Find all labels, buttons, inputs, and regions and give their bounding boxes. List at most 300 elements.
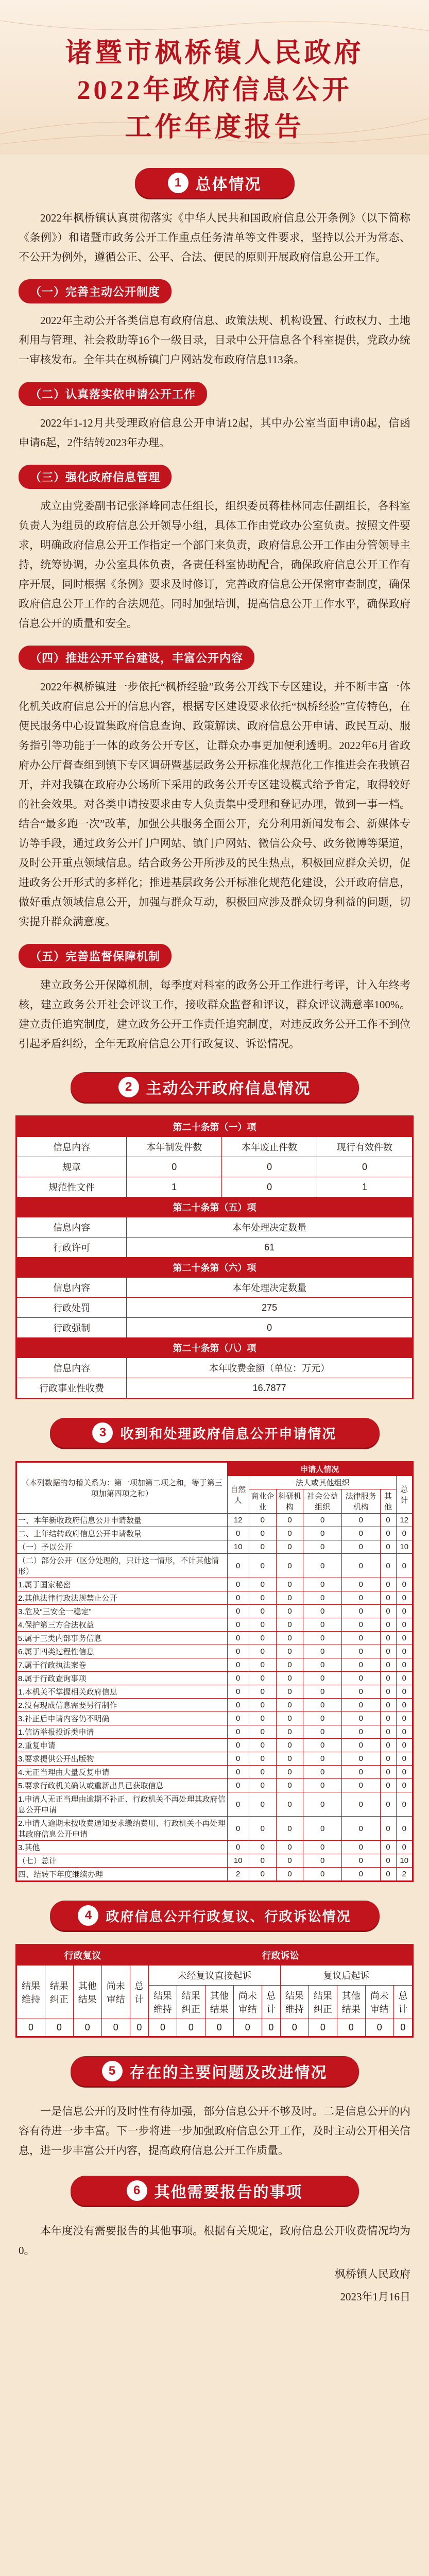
application-row xyxy=(17,1554,413,1578)
application-cell: 0 xyxy=(342,1712,381,1725)
application-cell: 0 xyxy=(249,1868,276,1881)
review-header: 行政复议 xyxy=(17,1945,149,1965)
block-1-r0-c2: 0 xyxy=(222,1157,317,1177)
review-value-cell: 0 xyxy=(280,2019,308,2037)
application-row xyxy=(17,1685,413,1699)
application-cell: 0 xyxy=(249,1605,276,1618)
application-cell: 0 xyxy=(227,1712,249,1725)
block-4-title: 第二十条第（八）项 xyxy=(17,1338,413,1358)
application-cell: 0 xyxy=(276,1712,303,1725)
section-6-text: 本年度没有需要报告的其他事项。根据有关规定，政府信息公开收费情况均为0。 xyxy=(19,2225,410,2257)
legal-sub-3: 法律服务机构 xyxy=(342,1489,381,1514)
application-row xyxy=(17,1841,413,1854)
block-3-head-1: 本年处理决定数量 xyxy=(127,1278,413,1298)
application-row xyxy=(17,1766,413,1779)
section-4-badge xyxy=(50,1901,380,1930)
direct-col-2: 其他结果 xyxy=(205,1986,233,2019)
application-cell: 0 xyxy=(380,1685,396,1699)
application-cell: 0 xyxy=(276,1527,303,1540)
application-cell: 0 xyxy=(227,1591,249,1605)
sub-5-label: （五）完善监督保障机制 xyxy=(19,944,171,968)
after-header: 复议后起诉 xyxy=(280,1965,412,1986)
application-cell: 10 xyxy=(396,1854,412,1868)
legal-sub-0: 商业企业 xyxy=(249,1489,276,1514)
section-5-title: 存在的主要问题及改进情况 xyxy=(129,2064,328,2081)
application-row xyxy=(17,1739,413,1752)
application-cell: 0 xyxy=(227,1527,249,1540)
application-cell: 0 xyxy=(342,1766,381,1779)
application-row-label: 4.无正当理由大量反复申请 xyxy=(17,1766,228,1779)
application-cell: 2 xyxy=(227,1868,249,1881)
legal-sub-2: 社会公益组织 xyxy=(303,1489,342,1514)
application-cell: 0 xyxy=(227,1645,249,1658)
application-cell: 2 xyxy=(396,1868,412,1881)
application-cell: 0 xyxy=(396,1618,412,1632)
application-cell: 0 xyxy=(380,1779,396,1792)
legal-header: 法人或其他组织 xyxy=(249,1476,396,1489)
application-cell: 0 xyxy=(342,1632,381,1645)
application-cell: 0 xyxy=(396,1817,412,1841)
legal-sub-4: 其他 xyxy=(380,1489,396,1514)
review-value-cell: 0 xyxy=(45,2019,73,2037)
active-disclosure-table xyxy=(15,1115,414,1399)
application-row xyxy=(17,1658,413,1672)
application-cell: 0 xyxy=(227,1618,249,1632)
total-header: 总计 xyxy=(396,1476,412,1514)
application-cell: 0 xyxy=(342,1817,381,1841)
application-cell: 0 xyxy=(249,1658,276,1672)
application-cell: 0 xyxy=(276,1792,303,1817)
application-cell: 0 xyxy=(342,1685,381,1699)
application-cell: 0 xyxy=(342,1699,381,1712)
application-cell: 0 xyxy=(227,1554,249,1578)
application-cell: 0 xyxy=(303,1605,342,1618)
application-cell: 0 xyxy=(249,1645,276,1658)
application-cell: 0 xyxy=(303,1854,342,1868)
application-cell: 0 xyxy=(380,1540,396,1554)
application-cell: 0 xyxy=(303,1766,342,1779)
application-cell: 0 xyxy=(249,1685,276,1699)
application-cell: 0 xyxy=(342,1578,381,1591)
application-cell: 0 xyxy=(396,1591,412,1605)
application-row-label: （七）总计 xyxy=(17,1854,228,1868)
application-cell: 0 xyxy=(303,1868,342,1881)
section-6-badge xyxy=(71,2176,359,2206)
application-cell: 0 xyxy=(380,1591,396,1605)
application-cell: 0 xyxy=(303,1725,342,1739)
application-row xyxy=(17,1514,413,1527)
sign-date: 2023年1月16日 xyxy=(340,2291,410,2303)
sub-2-label: （二）认真落实依申请公开工作 xyxy=(19,382,207,406)
application-cell: 0 xyxy=(249,1792,276,1817)
review-col-0: 结果维持 xyxy=(17,1965,45,2019)
application-cell: 0 xyxy=(380,1817,396,1841)
application-cell: 12 xyxy=(396,1514,412,1527)
application-cell: 0 xyxy=(249,1752,276,1766)
application-cell: 0 xyxy=(396,1712,412,1725)
after-col-1: 结果纠正 xyxy=(308,1986,337,2019)
review-col-2: 其他结果 xyxy=(73,1965,101,2019)
corner-note: （本列数据的勾稽关系为：第一项加第二项之和，等于第三项加第四项之和） xyxy=(17,1463,228,1514)
application-cell: 0 xyxy=(396,1658,412,1672)
direct-col-0: 结果维持 xyxy=(148,1986,177,2019)
application-cell: 0 xyxy=(276,1618,303,1632)
review-value-cell: 0 xyxy=(308,2019,337,2037)
application-cell: 0 xyxy=(342,1752,381,1766)
application-cell: 0 xyxy=(249,1712,276,1725)
application-cell: 0 xyxy=(380,1554,396,1578)
application-row-label: 3.要求提供公开出版物 xyxy=(17,1752,228,1766)
application-cell: 0 xyxy=(380,1632,396,1645)
report-title-line-2: 2022年政府信息公开 xyxy=(77,76,352,105)
application-cell: 0 xyxy=(276,1868,303,1881)
application-cell: 0 xyxy=(396,1645,412,1658)
section-2-title: 主动公开政府信息情况 xyxy=(146,1080,311,1097)
application-row-label: 3.危及“三安全一稳定” xyxy=(17,1605,228,1618)
application-cell: 0 xyxy=(342,1618,381,1632)
application-cell: 0 xyxy=(380,1712,396,1725)
application-cell: 0 xyxy=(380,1766,396,1779)
review-value-cell: 0 xyxy=(393,2019,412,2037)
application-row xyxy=(17,1645,413,1658)
review-value-cell: 0 xyxy=(262,2019,280,2037)
review-value-cell: 0 xyxy=(73,2019,101,2037)
block-4-head-0: 信息内容 xyxy=(17,1358,127,1378)
application-cell: 0 xyxy=(396,1766,412,1779)
review-litigation-table xyxy=(15,1944,414,2038)
application-cell: 0 xyxy=(303,1792,342,1817)
application-row xyxy=(17,1618,413,1632)
block-3-r0-c1: 275 xyxy=(127,1298,413,1318)
application-row-label: 1.信访举报投诉类申请 xyxy=(17,1725,228,1739)
block-1-head-3: 现行有效件数 xyxy=(317,1137,413,1157)
application-cell: 0 xyxy=(249,1527,276,1540)
application-row xyxy=(17,1699,413,1712)
section-5-number: 5 xyxy=(102,2061,123,2081)
report-title-line-3: 工作年度报告 xyxy=(125,113,304,142)
application-cell: 0 xyxy=(396,1685,412,1699)
section-6-number: 6 xyxy=(127,2180,147,2201)
section-1-number: 1 xyxy=(168,173,188,193)
application-cell: 0 xyxy=(276,1817,303,1841)
section-1-intro: 2022年枫桥镇认真贯彻落实《中华人民共和国政府信息公开条例》（以下简称《条例》）和诸暨市政务公开工作重点任务清单等文件要求，坚持以公开为常态、不公开为例外，遵循公正、公平、合法、便民的原则开展政府信息公开工作。 xyxy=(19,212,410,263)
review-col-4: 总计 xyxy=(130,1965,148,2019)
application-cell: 0 xyxy=(276,1854,303,1868)
sub-3-text: 成立由党委副书记张泽峰同志任组长，组织委员蒋桂林同志任副组长，各科室负责人为组员的政府信息公开领导小组，具体工作由党政办公室负责。按照文件要求，明确政府信息公开工作指定一个部门来负责，政府信息公开工作由分管领导主持，统筹协调，办公室具体负责，各责任科室协助配合，确保政府信息公开工作有序开展，同时根据《条例》要求及时修订，完善政府信息公开保密审查制度，确保政府信息公开工作的合法规范。同时加强培训，提高信息公开工作水平，确保政府信息公开的质量和安全。 xyxy=(19,500,410,630)
application-row xyxy=(17,1868,413,1881)
application-cell: 0 xyxy=(249,1699,276,1712)
application-cell: 0 xyxy=(227,1685,249,1699)
application-cell: 0 xyxy=(249,1554,276,1578)
application-row-label: 二、上年结转政府信息公开申请数量 xyxy=(17,1527,228,1540)
applicant-header: 申请人情况 xyxy=(227,1463,412,1476)
application-row-label: 2.重复申请 xyxy=(17,1739,228,1752)
application-cell: 0 xyxy=(342,1514,381,1527)
application-cell: 0 xyxy=(303,1672,342,1685)
application-cell: 0 xyxy=(303,1514,342,1527)
section-5-badge xyxy=(71,2056,359,2086)
application-cell: 0 xyxy=(396,1672,412,1685)
application-row-label: 3.其他 xyxy=(17,1841,228,1854)
application-cell: 0 xyxy=(249,1672,276,1685)
application-cell: 0 xyxy=(303,1841,342,1854)
application-cell: 10 xyxy=(396,1540,412,1554)
application-row-label: 8.属于行政查询事项 xyxy=(17,1672,228,1685)
review-value-cell: 0 xyxy=(148,2019,177,2037)
sub-1-text: 2022年主动公开各类信息有政府信息、政策法规、机构设置、行政权力、土地利用与管理、社会救助等16个一级目录，目录中公开信息各个科室提供，党政办统一审核发布。全年共在枫桥镇门户网站发布政府信息113条。 xyxy=(19,314,410,366)
application-cell: 0 xyxy=(380,1618,396,1632)
application-cell: 0 xyxy=(342,1841,381,1854)
signer: 枫桥镇人民政府 xyxy=(335,2268,410,2280)
application-cell: 12 xyxy=(227,1514,249,1527)
application-row xyxy=(17,1527,413,1540)
application-cell: 0 xyxy=(342,1591,381,1605)
application-row xyxy=(17,1854,413,1868)
application-cell: 0 xyxy=(249,1540,276,1554)
application-cell: 0 xyxy=(249,1854,276,1868)
application-cell: 0 xyxy=(303,1540,342,1554)
section-5-text: 一是信息公开的及时性有待加强，部分信息公开不够及时。二是信息公开的内容有待进一步丰富。下一步将进一步加强政府信息公开工作，及时主动公开相关信息，进一步丰富公开内容，提高政府信息公开工作质量。 xyxy=(19,2105,410,2157)
application-cell: 0 xyxy=(303,1658,342,1672)
application-cell: 0 xyxy=(380,1841,396,1854)
after-col-4: 总计 xyxy=(393,1986,412,2019)
application-row xyxy=(17,1725,413,1739)
application-row xyxy=(17,1672,413,1685)
application-cell: 0 xyxy=(303,1618,342,1632)
application-row-label: （一）予以公开 xyxy=(17,1540,228,1554)
block-1-title: 第二十条第（一）项 xyxy=(17,1117,413,1137)
section-4-title: 政府信息公开行政复议、行政诉讼情况 xyxy=(106,1909,351,1924)
report-header xyxy=(0,0,429,155)
application-cell: 0 xyxy=(227,1578,249,1591)
application-cell: 0 xyxy=(380,1854,396,1868)
application-cell: 0 xyxy=(303,1752,342,1766)
application-cell: 0 xyxy=(303,1739,342,1752)
application-cell: 0 xyxy=(249,1578,276,1591)
application-cell: 0 xyxy=(380,1645,396,1658)
review-value-cell: 0 xyxy=(17,2019,45,2037)
application-cell: 0 xyxy=(342,1672,381,1685)
application-cell: 0 xyxy=(342,1554,381,1578)
application-cell: 0 xyxy=(227,1817,249,1841)
application-cell: 0 xyxy=(303,1578,342,1591)
application-row xyxy=(17,1817,413,1841)
application-cell: 0 xyxy=(303,1632,342,1645)
after-col-2: 其他结果 xyxy=(337,1986,365,2019)
section-3-title: 收到和处理政府信息公开申请情况 xyxy=(120,1426,337,1442)
natural-header: 自然人 xyxy=(227,1476,249,1514)
application-cell: 0 xyxy=(227,1699,249,1712)
application-cell: 0 xyxy=(303,1591,342,1605)
application-cell: 0 xyxy=(303,1779,342,1792)
application-cell: 0 xyxy=(380,1868,396,1881)
section-1-badge xyxy=(135,168,295,198)
application-cell: 0 xyxy=(276,1645,303,1658)
application-cell: 10 xyxy=(227,1854,249,1868)
application-row-label: 5.属于三类内部事务信息 xyxy=(17,1632,228,1645)
application-row-label: 1.属于国家秘密 xyxy=(17,1578,228,1591)
application-cell: 0 xyxy=(396,1699,412,1712)
application-row xyxy=(17,1591,413,1605)
application-cell: 0 xyxy=(276,1766,303,1779)
section-3-badge xyxy=(50,1418,380,1448)
application-row-label: 6.属于四类过程性信息 xyxy=(17,1645,228,1658)
application-cell: 0 xyxy=(342,1658,381,1672)
block-3-title: 第二十条第（六）项 xyxy=(17,1258,413,1278)
application-cell: 0 xyxy=(227,1766,249,1779)
sub-3-label: （三）强化政府信息管理 xyxy=(19,465,171,489)
sub-1-label: （一）完善主动公开制度 xyxy=(19,279,171,303)
review-value-cell: 0 xyxy=(205,2019,233,2037)
application-cell: 0 xyxy=(227,1672,249,1685)
application-cell: 0 xyxy=(227,1725,249,1739)
application-cell: 0 xyxy=(303,1685,342,1699)
application-cell: 0 xyxy=(342,1868,381,1881)
application-cell: 0 xyxy=(249,1591,276,1605)
block-2-title: 第二十条第（五）项 xyxy=(17,1197,413,1217)
section-6-title: 其他需要报告的事项 xyxy=(154,2184,303,2201)
application-cell: 0 xyxy=(249,1739,276,1752)
application-cell: 0 xyxy=(380,1725,396,1739)
applications-table xyxy=(15,1461,414,1882)
sub-4-text: 2022年枫桥镇进一步依托“枫桥经验”政务公开线下专区建设，并不断丰富一体化机关政府信息公开的信息内容，根据专区建设要求依托“枫桥经验”宣传特色，在便民服务中心设置集政府信息查询、政策解读、政府信息公开申请、政民互动、服务指引等功能于一体的政务公开专区，让群众办事更加便利透明。2022年6月省政府办公厅督查组到镇下专区调研暨基层政务公开标准化规范化工作推进会在我镇召开，并对我镇在政府办公场所下采用的政务公开专区建设模式给予肯定，取得较好的社会效果。对各类申请按要求由专人负责集中受理和登记办理，做到一事一档。结合“最多跑一次”改革，加强公共服务全面公开，充分利用新闻发布会、新媒体专访等手段，通过政务公开门户网站、镇门户网站、微信公众号、政务微博等渠道，及时公开重点领域信息。结合政务公开所涉及的民生热点，积极回应群众关切，促进政务公开形式的多样化；推进基层政务公开标准化规范化建设，公开政府信息，做好重点领域信息公开，加强与群众互动，积极回应涉及群众切身利益的问题，切实提升群众满意度。 xyxy=(19,681,410,928)
application-cell: 0 xyxy=(380,1578,396,1591)
application-cell: 0 xyxy=(276,1672,303,1685)
application-cell: 0 xyxy=(276,1841,303,1854)
application-cell: 0 xyxy=(227,1841,249,1854)
application-cell: 0 xyxy=(276,1739,303,1752)
application-cell: 0 xyxy=(249,1514,276,1527)
application-row-label: 1.本机关不掌握相关政府信息 xyxy=(17,1685,228,1699)
application-cell: 0 xyxy=(303,1699,342,1712)
application-cell: 0 xyxy=(396,1554,412,1578)
application-cell: 0 xyxy=(276,1540,303,1554)
block-1-r1-c2: 0 xyxy=(222,1177,317,1197)
application-row-label: （二）部分公开（区分处理的，只计这一情形，不计其他情形） xyxy=(17,1554,228,1578)
review-value-cell: 0 xyxy=(365,2019,393,2037)
review-col-3: 尚未审结 xyxy=(101,1965,130,2019)
review-value-cell: 0 xyxy=(337,2019,365,2037)
review-value-cell: 0 xyxy=(233,2019,262,2037)
application-cell: 0 xyxy=(249,1841,276,1854)
application-cell: 0 xyxy=(342,1854,381,1868)
legal-sub-1: 科研机构 xyxy=(276,1489,303,1514)
block-3-r1-c1: 0 xyxy=(127,1318,413,1338)
application-cell: 0 xyxy=(249,1779,276,1792)
block-2-head-0: 信息内容 xyxy=(17,1217,127,1238)
application-cell: 0 xyxy=(249,1817,276,1841)
application-cell: 0 xyxy=(396,1792,412,1817)
application-cell: 0 xyxy=(276,1752,303,1766)
application-cell: 0 xyxy=(276,1779,303,1792)
application-cell: 0 xyxy=(249,1632,276,1645)
application-cell: 0 xyxy=(396,1632,412,1645)
application-row-label: 一、本年新收政府信息公开申请数量 xyxy=(17,1514,228,1527)
application-row xyxy=(17,1632,413,1645)
application-row-label: 四、结转下年度继续办理 xyxy=(17,1868,228,1881)
application-cell: 0 xyxy=(276,1554,303,1578)
application-cell: 0 xyxy=(380,1752,396,1766)
report-title-line-1: 诸暨市枫桥镇人民政府 xyxy=(65,39,364,68)
application-cell: 0 xyxy=(227,1739,249,1752)
application-cell: 0 xyxy=(380,1527,396,1540)
block-3-head-0: 信息内容 xyxy=(17,1278,127,1298)
direct-col-1: 结果纠正 xyxy=(177,1986,205,2019)
application-cell: 0 xyxy=(276,1685,303,1699)
application-row xyxy=(17,1792,413,1817)
application-cell: 0 xyxy=(380,1672,396,1685)
application-row-label: 4.保护第三方合法权益 xyxy=(17,1618,228,1632)
sub-2-text: 2022年1-12月共受理政府信息公开申请12起，其中办公室当面申请0起，信函申请6起，2件结转2023年办理。 xyxy=(19,417,410,449)
block-1-head-0: 信息内容 xyxy=(17,1137,127,1157)
sub-5-text: 建立政务公开保障机制，每季度对科室的政务公开工作进行考评，计入年终考核，建立政务公开社会评议工作，接收群众监督和评议，群众评议满意率100%。建立责任追究制度，建立政务公开工作责任追究制度，对违反政务公开工作不到位引起矛盾纠纷，全年无政府信息公开行政复议、诉讼情况。 xyxy=(19,979,410,1050)
after-col-3: 尚未审结 xyxy=(365,1986,393,2019)
application-cell: 0 xyxy=(276,1605,303,1618)
application-cell: 0 xyxy=(342,1605,381,1618)
application-row-label: 2.没有现成信息需要另行制作 xyxy=(17,1699,228,1712)
block-1-r1-c0: 规范性文件 xyxy=(17,1177,127,1197)
sub-4-label: （四）推进公开平台建设，丰富公开内容 xyxy=(19,646,254,670)
application-cell: 0 xyxy=(276,1632,303,1645)
section-2-badge xyxy=(71,1072,359,1102)
litigation-header: 行政诉讼 xyxy=(148,1945,412,1965)
direct-header: 未经复议直接起诉 xyxy=(148,1965,280,1986)
block-1-r0-c1: 0 xyxy=(127,1157,222,1177)
application-cell: 0 xyxy=(342,1645,381,1658)
application-cell: 0 xyxy=(380,1658,396,1672)
block-3-r1-c0: 行政强制 xyxy=(17,1318,127,1338)
application-cell: 0 xyxy=(249,1725,276,1739)
application-cell: 0 xyxy=(227,1752,249,1766)
application-row-label: 2.申请人逾期未按收费通知要求缴纳费用、行政机关不再处理其政府信息公开申请 xyxy=(17,1817,228,1841)
application-cell: 0 xyxy=(342,1725,381,1739)
application-row-label: 2.其他法律行政法规禁止公开 xyxy=(17,1591,228,1605)
direct-col-3: 尚未审结 xyxy=(233,1986,262,2019)
block-1-r1-c3: 1 xyxy=(317,1177,413,1197)
application-row xyxy=(17,1605,413,1618)
review-value-cell: 0 xyxy=(177,2019,205,2037)
after-col-0: 结果维持 xyxy=(280,1986,308,2019)
block-1-r0-c0: 规章 xyxy=(17,1157,127,1177)
application-cell: 0 xyxy=(396,1578,412,1591)
application-cell: 0 xyxy=(342,1739,381,1752)
application-cell: 0 xyxy=(342,1779,381,1792)
application-cell: 0 xyxy=(380,1514,396,1527)
block-4-r0-c1: 16.7877 xyxy=(127,1378,413,1398)
application-cell: 0 xyxy=(227,1632,249,1645)
application-cell: 0 xyxy=(249,1766,276,1779)
application-row-label: 5.要求行政机关确认或重新出具已获取信息 xyxy=(17,1779,228,1792)
application-row xyxy=(17,1712,413,1725)
application-cell: 0 xyxy=(342,1792,381,1817)
application-row-label: 3.补正后申请内容仍不明确 xyxy=(17,1712,228,1725)
application-cell: 0 xyxy=(342,1527,381,1540)
application-cell: 0 xyxy=(276,1658,303,1672)
application-cell: 0 xyxy=(303,1817,342,1841)
application-cell: 10 xyxy=(227,1540,249,1554)
application-cell: 0 xyxy=(396,1725,412,1739)
review-value-cell: 0 xyxy=(101,2019,130,2037)
application-cell: 0 xyxy=(303,1712,342,1725)
block-1-r1-c1: 1 xyxy=(127,1177,222,1197)
application-cell: 0 xyxy=(396,1739,412,1752)
application-cell: 0 xyxy=(227,1605,249,1618)
application-row xyxy=(17,1578,413,1591)
application-cell: 0 xyxy=(276,1725,303,1739)
application-cell: 0 xyxy=(227,1779,249,1792)
block-1-head-1: 本年制发件数 xyxy=(127,1137,222,1157)
application-cell: 0 xyxy=(303,1527,342,1540)
